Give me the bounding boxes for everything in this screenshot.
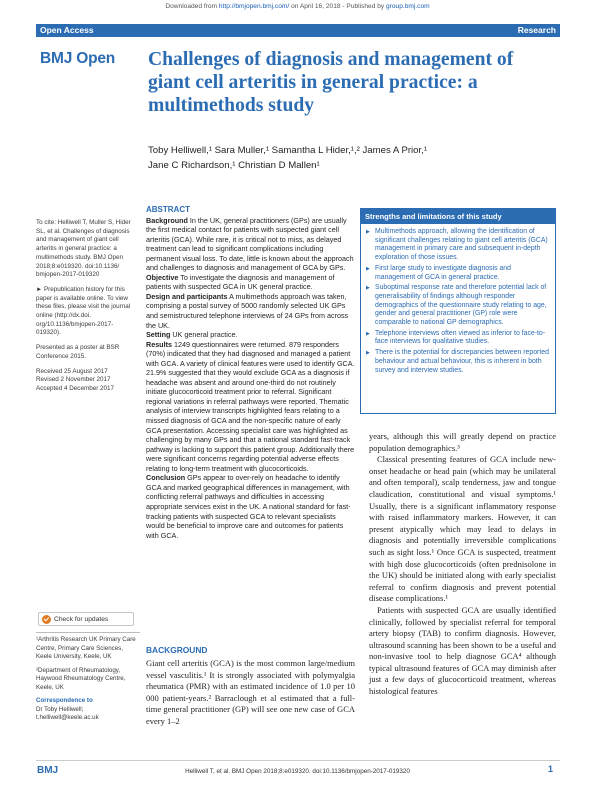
background-label: Background	[146, 215, 188, 225]
research-label: Research	[517, 25, 556, 35]
background-text: In the UK, general practitioners (GPs) are usually the first medical contact for patients with suspected giant cell arteritis (GCA). While rare, it is critical not to miss, as delayed treatment can lead to significant complications including permanent visual loss. To date, little is known about the approach and challenges to diagnosis and management of GCA by GPs.	[146, 215, 354, 273]
objective-text: To investigate the diagnosis and management of patients with suspected GCA in UK general practice.	[146, 272, 335, 292]
body-paragraph: years, although this will greatly depend on practice population demographics.³	[369, 431, 556, 453]
abstract-background	[146, 216, 355, 273]
poster-note: Presented as a poster at BSR Conference 2015.	[36, 344, 120, 360]
prepub-note[interactable]: ► Prepublication history for this paper is available online. To view these files, please visit the journal online (http://dx.doi. org/10.1136/bmjopen-2017- 019320).	[36, 285, 131, 337]
check-for-updates-button[interactable]	[38, 612, 134, 626]
affiliations	[36, 632, 140, 728]
conclusion-text: GPs appear to over-rely on headache to identify GCA and marked geographical differences in management, with conflicting referral pathways and difficulties in accessing appropriate services exist in the UK. A national standard for fast-tracking patients with suspected GCA to relevant specialists would be beneficial to improve care and outcomes for patients with GCA.	[146, 473, 351, 540]
strength-item: ▶ First large study to investigate diagnosis and management of GCA in general practice.	[366, 265, 550, 282]
footer-citation: Helliwell T, et al. BMJ Open 2018;8:e019320. doi:10.1136/bmjopen-2017-019320	[185, 768, 410, 775]
article-title: Challenges of diagnosis and management of giant cell arteritis in general practice: a multimethods study	[148, 49, 514, 116]
strength-item: ▶ There is the potential for discrepancies between reported behaviour and actual behaviour, this is inherent in both survey and interview studies.	[366, 349, 550, 375]
abstract-objective	[146, 273, 355, 292]
download-banner	[0, 3, 595, 10]
bmjopen-link[interactable]: http://bmjopen.bmj.com/	[218, 3, 290, 10]
strength-item: ▶ Telephone interviews often viewed as inferior to face-to-face interviews for qualitative studies.	[366, 330, 550, 347]
affiliation-1: ¹Arthritis Research UK Primary Care Centre, Primary Care Sciences, Keele University, Keele, UK	[36, 636, 136, 660]
objective-label: Objective	[146, 272, 179, 282]
abstract-conclusion	[146, 473, 355, 540]
results-text: 1249 questionnaires were returned. 879 responders (70%) indicated that they had diagnosed and managed a patient with GCA. A variety of clinical features were used to identify GCA. 21.9% suggested that they would exclude GCA as a diagnosis if headache was absent and around one-third do not routinely initiate glucocorticoid treatment prior to referral. Significant regional variations in referral pathways were reported. Thematic analysis of interview transcripts highlighted fears relating to a missed diagnosis of GCA and the non-specific nature of early GCA presentation. Accessing specialist care was highlighted as challenging by many GPs and that a national standard fast-track pathway is lacking to support this patient group. Additionally there were significant concerns regarding potential adverse effects relating to long-term treatment with glucocorticoids.	[146, 339, 355, 473]
abstract-setting	[146, 330, 355, 340]
design-label: Design and participants	[146, 291, 228, 301]
check-updates-label: Check for updates	[54, 615, 109, 623]
open-access-label: Open Access	[40, 25, 94, 35]
setting-label: Setting	[146, 330, 171, 340]
history-dates: Received 25 August 2017 Revised 2 November 2017 Accepted 4 December 2017	[36, 367, 115, 392]
header-bar	[36, 24, 560, 37]
strengths-box	[360, 208, 556, 414]
footer-divider	[36, 760, 560, 761]
background-heading: BACKGROUND	[146, 645, 208, 655]
body-paragraph: Patients with suspected GCA are usually identified clinically, followed by specialist referral for temporal artery biopsy (TAB) to confirm diagnosis. However, ultrasound scanning has been shown to be a useful and non-invasive tool to help diagnose GCA⁴ although typical ultrasound features of GCA may diminish after just a few days of glucocorticoid treatment, whereas histological features	[369, 604, 556, 697]
banner-mid: on April 16, 2018 - Published by	[289, 3, 387, 10]
abstract-heading: ABSTRACT	[146, 205, 190, 214]
authors-line-1: Toby Helliwell,¹ Sara Muller,¹ Samantha L Hider,¹,² James A Prior,¹	[148, 145, 428, 156]
correspondence-body[interactable]: Dr Toby Helliwell; t.helliwell@keele.ac.uk	[36, 705, 99, 721]
strength-item: ▶ Suboptimal response rate and therefore potential lack of generalisability of findings although responder demographics of the questionnaire study relating to age, gender and general practitioner (GP) role were comparable to national GP demographics.	[366, 284, 550, 328]
strengths-heading: Strengths and limitations of this study	[361, 209, 555, 224]
correspondence-heading: Correspondence to	[36, 697, 93, 704]
journal-logo: BMJ Open	[40, 50, 116, 67]
abstract-design	[146, 292, 355, 330]
body-right-column	[369, 431, 556, 698]
results-label: Results	[146, 339, 172, 349]
cite-info: To cite: Helliwell T, Muller S, Hider SL, et al. Challenges of diagnosis and management of giant cell arteritis in general practice: a multimethods study. BMJ Open 2018;8:e019320. doi:10.1136/ bmjopen-2017-019320	[36, 219, 131, 279]
background-body: Giant cell arteritis (GCA) is the most common large/medium vessel vasculitis.¹ It is strongly associated with polymyalgia rheumatica (PMR) with an estimated incidence of 1.0 per 10 000 patient-years.² Barraclough et al estimated that a full-time general practitioner (GP) will see one new case of GCA every 1–2	[146, 658, 355, 726]
banner-prefix: Downloaded from	[165, 3, 219, 10]
authors-line-2: Jane C Richardson,¹ Christian D Mallen¹	[148, 160, 320, 171]
page-number: 1	[548, 764, 554, 774]
body-paragraph: Classical presenting features of GCA include new-onset headache or head pain (which may be unilateral and often temporal), scalp tenderness, jaw and tongue claudication, constitutional and visual symptoms.¹ Usually, there is a significant inflammatory response with raised inflammatory markers. However, it can present atypically which may lead to delays in diagnosis and potentially irreversible complications such as sight loss.¹ Once GCA is suspected, treatment with high dose glucocorticoids (often prednisolone in the UK) should be initiated along with early specialist referral to confirm diagnosis and prevent potential disease complications.¹	[369, 454, 556, 604]
left-sidebar	[36, 219, 136, 400]
strengths-list	[361, 224, 555, 375]
group-link[interactable]: group.bmj.com	[386, 3, 430, 10]
abstract	[146, 205, 355, 540]
setting-text: UK general practice.	[170, 330, 238, 340]
affiliation-2: ²Department of Rheumatology, Haywood Rheumatology Centre, Keele, UK	[36, 666, 126, 691]
abstract-results	[146, 340, 355, 474]
author-list	[148, 143, 548, 173]
strength-item: ▶ Multimethods approach, allowing the identification of significant challenges relating to giant cell arteritis (GCA) management in primary care and subsequent in-depth exploration of those issues.	[366, 228, 550, 263]
check-icon	[42, 615, 51, 624]
footer-logo: BMJ	[37, 765, 59, 776]
conclusion-label: Conclusion	[146, 473, 186, 483]
design-text: A multimethods approach was taken, comprising a postal survey of 5000 randomly selected UK GPs and semistructured telephone interviews of 24 GPs from across the UK.	[146, 291, 349, 330]
